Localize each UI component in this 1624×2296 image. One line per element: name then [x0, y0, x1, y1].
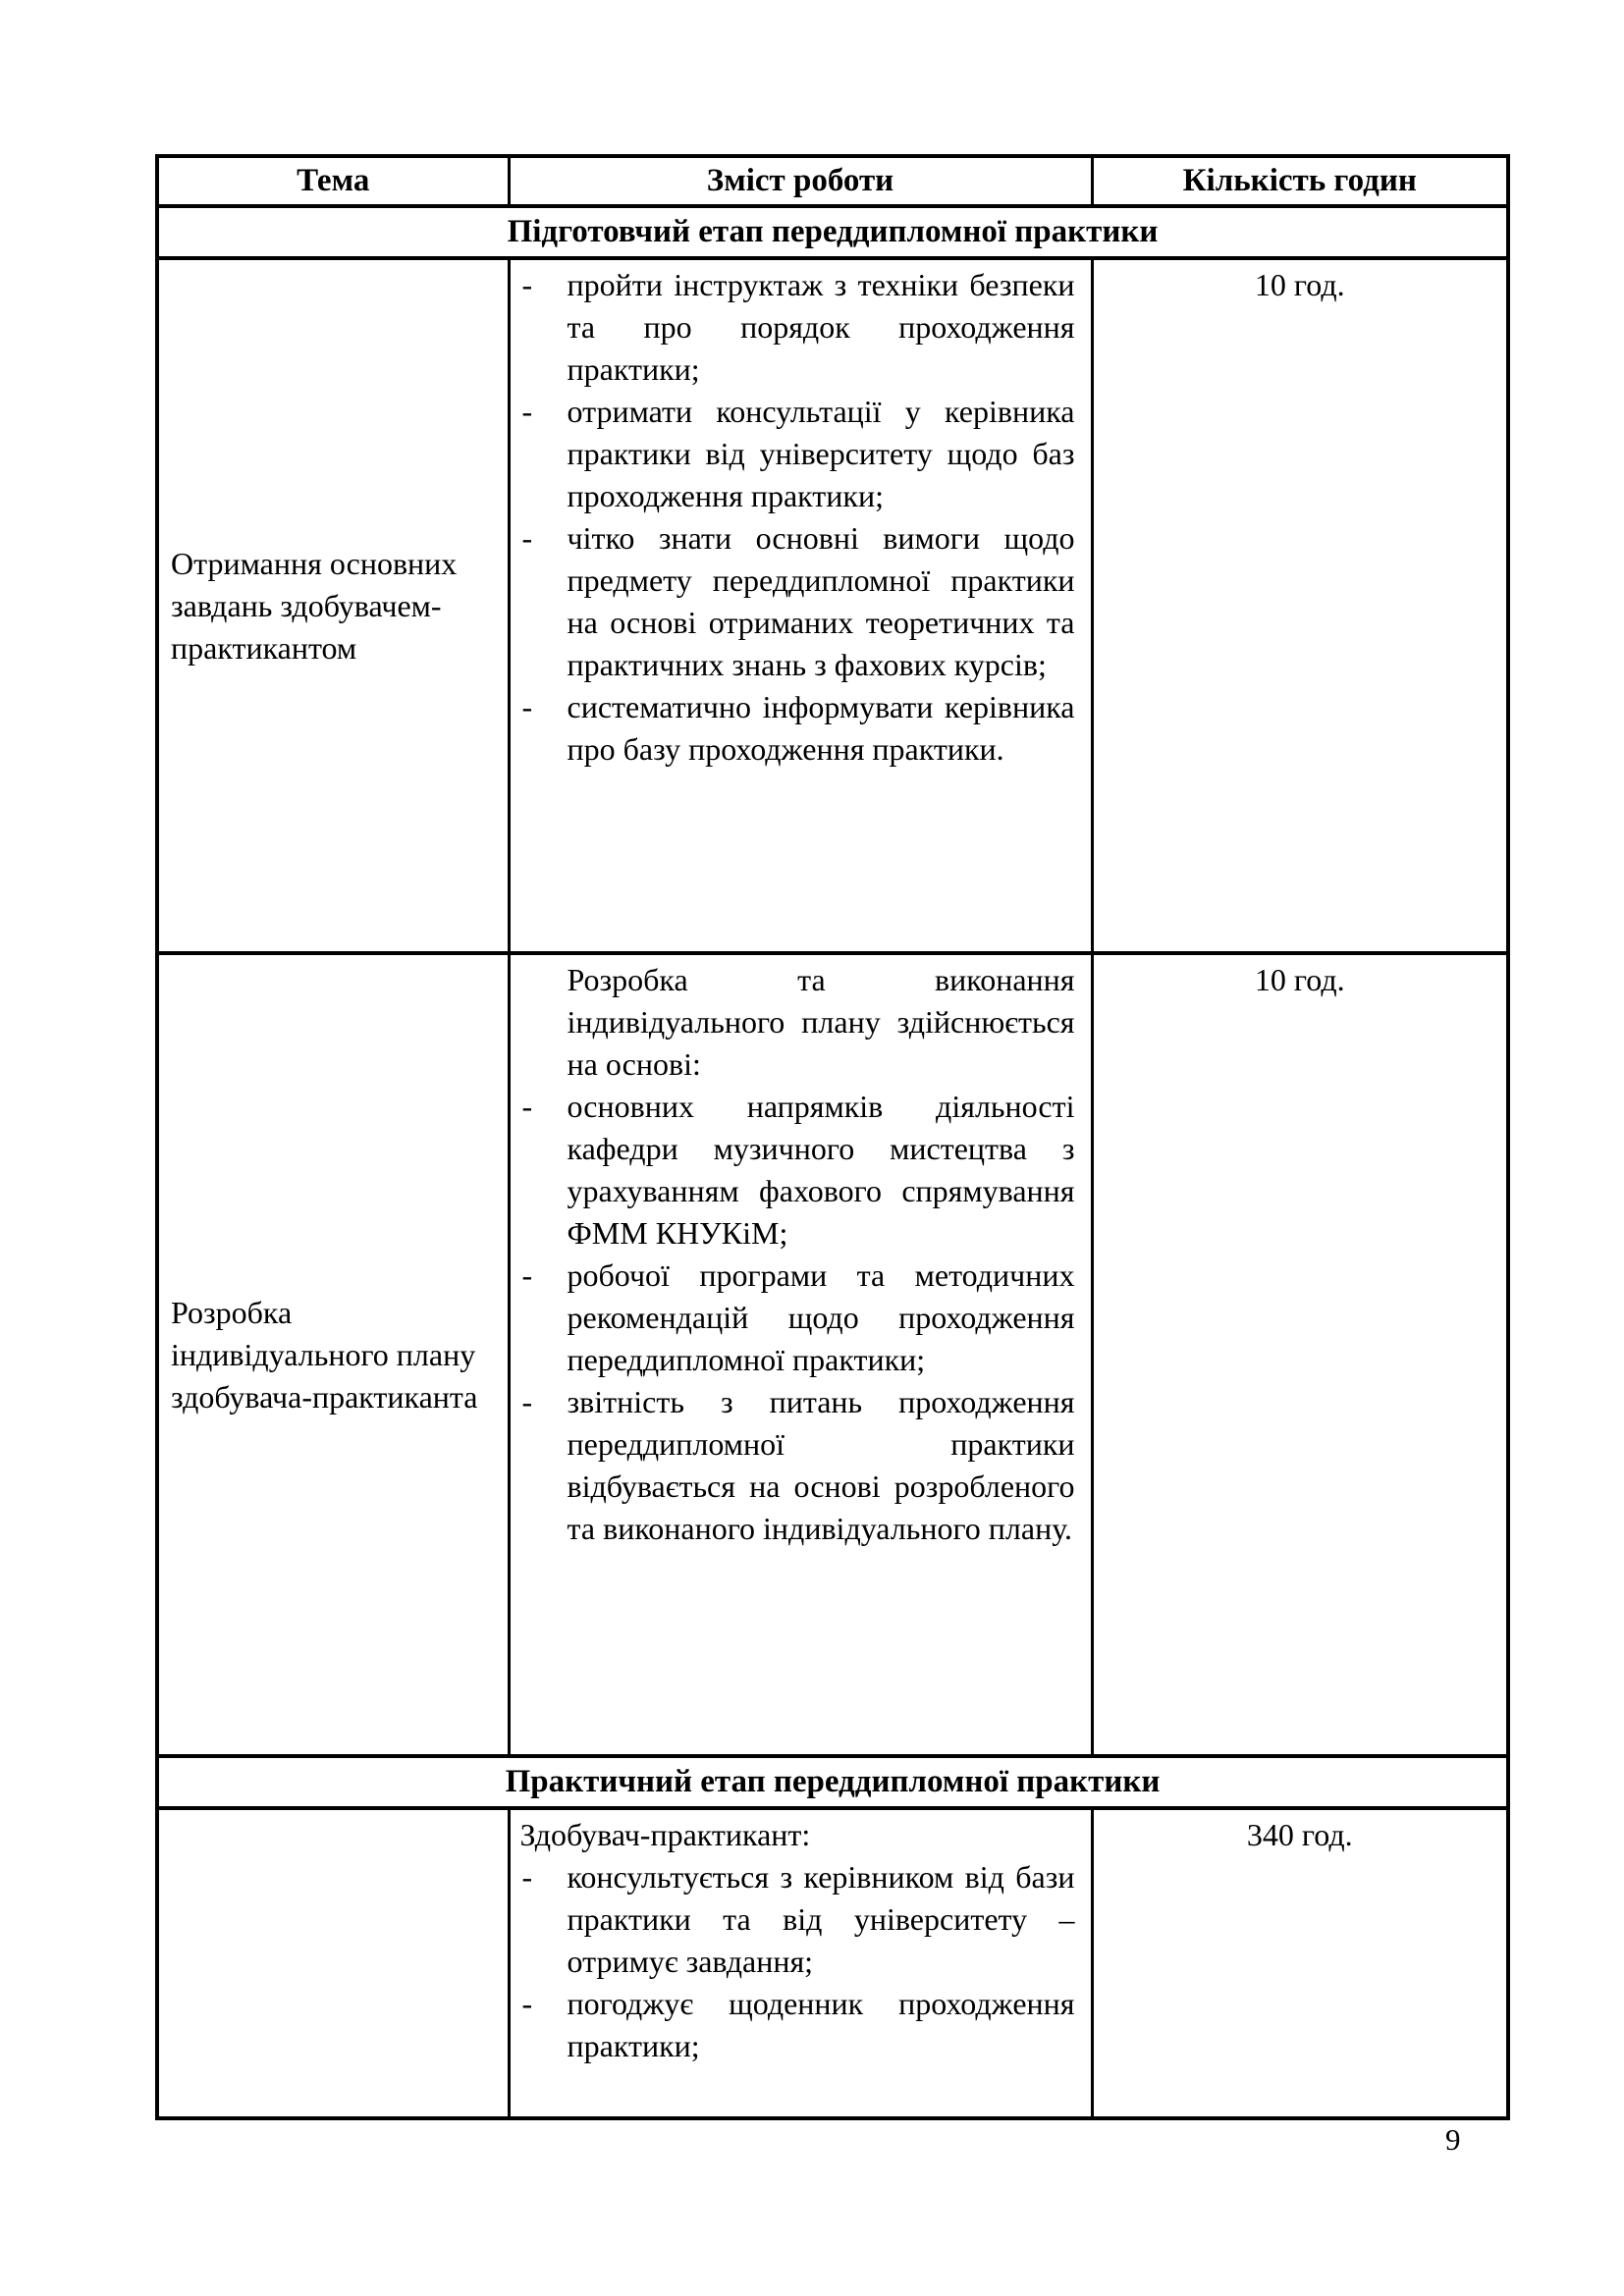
work-content-cell — [509, 953, 1092, 1756]
work-item: - звітність з питань проходження переддипломної практики відбувається на основі розробленого та виконаного індивідуального плану. — [520, 1381, 1075, 1550]
work-intro: Здобувач-практикант: — [519, 1817, 811, 1852]
page-number: 9 — [1445, 2122, 1461, 2157]
column-header-work-content: Зміст роботи — [509, 156, 1092, 206]
theme-cell: Отримання основних завдань здобувачем-практикантом — [157, 258, 509, 953]
work-item: - основних напрямків діяльності кафедри музичного мистецтва з урахуванням фахового спрямування ФММ КНУКіМ; — [520, 1086, 1075, 1255]
section-row-preparatory — [157, 206, 1508, 258]
work-content-cell — [509, 1808, 1092, 2118]
work-content-cell — [509, 258, 1092, 953]
hours-cell: 10 год. — [1092, 953, 1508, 1756]
work-item: - консультується з керівником від бази практики та від університету – отримує завдання; — [520, 1856, 1075, 1983]
table-header-row — [157, 156, 1508, 206]
column-header-hours: Кількість годин — [1092, 156, 1508, 206]
section-title: Підготовчий етап переддипломної практики — [157, 206, 1508, 258]
theme-cell-empty — [157, 1808, 509, 2118]
table-row — [157, 953, 1508, 1756]
work-item: - робочої програми та методичних рекомендацій щодо проходження переддипломної практики; — [520, 1255, 1075, 1381]
table-row — [157, 1808, 1508, 2118]
hours-cell: 340 год. — [1092, 1808, 1508, 2118]
section-row-practical — [157, 1756, 1508, 1808]
practice-stages-table — [155, 154, 1510, 2120]
work-item: - систематично інформувати керівника про базу проходження практики. — [520, 686, 1075, 771]
work-item: - погоджує щоденник проходження практики; — [520, 1983, 1075, 2067]
column-header-theme: Тема — [157, 156, 509, 206]
hours-cell: 10 год. — [1092, 258, 1508, 953]
theme-cell: Розробка індивідуального плану здобувача-практиканта — [157, 953, 509, 1756]
work-item: - чітко знати основні вимоги щодо предмету переддипломної практики на основі отриманих теоретичних та практичних знань з фахових курсів; — [520, 517, 1075, 686]
table-row — [157, 258, 1508, 953]
work-item: - отримати консультації у керівника практики від університету щодо баз проходження практики; — [520, 391, 1075, 517]
section-title: Практичний етап переддипломної практики — [157, 1756, 1508, 1808]
work-item: - пройти інструктаж з техніки безпеки та про порядок проходження практики; — [520, 264, 1075, 391]
work-intro: Розробка та виконання індивідуального плану здійснюється на основі: — [567, 962, 1075, 1082]
